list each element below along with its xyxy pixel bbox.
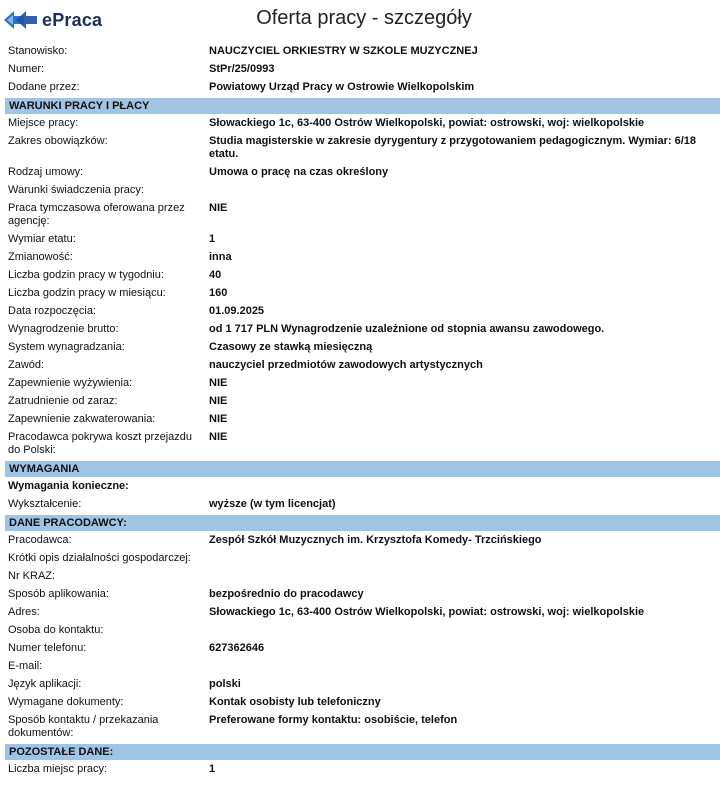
detail-value: wyższe (w tym licencjat) — [209, 498, 336, 510]
detail-value: NIE — [209, 395, 228, 407]
detail-value: Kontak osobisty lub telefoniczny — [209, 696, 381, 708]
detail-value: 1 — [209, 763, 216, 775]
detail-value: od 1 717 PLN Wynagrodzenie uzależnione od stopnia awansu zawodowego. — [209, 323, 605, 335]
detail-label: Osoba do kontaktu: — [8, 624, 104, 636]
detail-label: Wymagane dokumenty: — [8, 696, 124, 708]
detail-row-wyzywienie — [5, 374, 720, 392]
detail-value: NIE — [209, 202, 228, 214]
detail-row-praca-tymczasowa — [5, 199, 720, 230]
subheading-label: Wymagania konieczne: — [8, 480, 129, 492]
detail-label: Data rozpoczęcia: — [8, 305, 97, 317]
detail-label: Sposób aplikowania: — [8, 588, 109, 600]
detail-label: Zatrudnienie od zaraz: — [8, 395, 118, 407]
detail-label: Liczba miejsc pracy: — [8, 763, 108, 775]
detail-value: 40 — [209, 269, 222, 281]
detail-row-nr-kraz — [5, 567, 720, 585]
detail-label: Liczba godzin pracy w miesiącu: — [8, 287, 166, 299]
detail-value: Preferowane formy kontaktu: osobiście, telefon — [209, 714, 458, 726]
detail-row-dodane-przez — [5, 78, 720, 96]
detail-label: Zmianowość: — [8, 251, 73, 263]
detail-value: NIE — [209, 431, 228, 443]
detail-row-osoba-kontakt — [5, 621, 720, 639]
detail-row-sposob-aplikowania — [5, 585, 720, 603]
detail-row-opis-dzialalnosci — [5, 549, 720, 567]
detail-row-adres — [5, 603, 720, 621]
detail-row-system-wynagradzania — [5, 338, 720, 356]
detail-row-warunki-swiadczenia — [5, 181, 720, 199]
detail-row-zmianowosc — [5, 248, 720, 266]
detail-row-sposob-kontaktu — [5, 711, 720, 742]
requirements-subheading — [5, 477, 720, 495]
detail-row-jezyk-aplikacji — [5, 675, 720, 693]
detail-label: Zapewnienie zakwaterowania: — [8, 413, 156, 425]
detail-label: Miejsce pracy: — [8, 117, 79, 129]
detail-label: Zakres obowiązków: — [8, 135, 108, 147]
page-header — [0, 0, 722, 40]
detail-row-zatrudnienie-od-zaraz — [5, 392, 720, 410]
detail-row-email — [5, 657, 720, 675]
detail-row-data-rozpoczecia — [5, 302, 720, 320]
section-header-wymagania: WYMAGANIA — [5, 461, 720, 477]
detail-label: Zapewnienie wyżywienia: — [8, 377, 133, 389]
detail-value: Czasowy ze stawką miesięczną — [209, 341, 373, 353]
detail-row-godziny-miesiac — [5, 284, 720, 302]
detail-label: Wykształcenie: — [8, 498, 82, 510]
detail-label: Adres: — [8, 606, 40, 618]
detail-value: Słowackiego 1c, 63-400 Ostrów Wielkopolski, powiat: ostrowski, woj: wielkopolskie — [209, 606, 645, 618]
detail-row-pracodawca — [5, 531, 720, 549]
section-header-warunki: WARUNKI PRACY I PŁACY — [5, 98, 720, 114]
detail-label: E-mail: — [8, 660, 43, 672]
detail-label: Nr KRAZ: — [8, 570, 56, 582]
detail-label: Dodane przez: — [8, 81, 80, 93]
detail-row-zakres-obowiazkow — [5, 132, 720, 163]
detail-value: Studia magisterskie w zakresie dyrygentury z przygotowaniem pedagogicznym. Wymiar: 6/18 etatu. — [209, 135, 697, 160]
detail-value: Słowackiego 1c, 63-400 Ostrów Wielkopolski, powiat: ostrowski, woj: wielkopolskie — [209, 117, 645, 129]
detail-value: Umowa o pracę na czas określony — [209, 166, 389, 178]
detail-row-telefon — [5, 639, 720, 657]
detail-label: Sposób kontaktu / przekazania dokumentów: — [8, 714, 159, 739]
detail-label: Stanowisko: — [8, 45, 68, 57]
detail-label: Rodzaj umowy: — [8, 166, 84, 178]
detail-value: 160 — [209, 287, 228, 299]
section-header-pracodawca: DANE PRACODAWCY: — [5, 515, 720, 531]
detail-label: Język aplikacji: — [8, 678, 82, 690]
logo-text: ePraca — [42, 9, 103, 30]
detail-value: NIE — [209, 377, 228, 389]
detail-label: Numer telefonu: — [8, 642, 87, 654]
detail-row-miejsce-pracy — [5, 114, 720, 132]
detail-value: polski — [209, 678, 241, 690]
detail-row-wymiar-etatu — [5, 230, 720, 248]
detail-label: Wynagrodzenie brutto: — [8, 323, 119, 335]
detail-value: Powiatowy Urząd Pracy w Ostrowie Wielkopolskim — [209, 81, 475, 93]
detail-value: inna — [209, 251, 232, 263]
detail-label: Numer: — [8, 63, 45, 75]
detail-row-zawod — [5, 356, 720, 374]
detail-row-liczba-miejsc — [5, 760, 720, 778]
section-header-pozostale: POZOSTAŁE DANE: — [5, 744, 720, 760]
detail-label: Wymiar etatu: — [8, 233, 76, 245]
detail-row-stanowisko — [5, 42, 720, 60]
detail-label: Pracodawca pokrywa koszt przejazdu do Polski: — [8, 431, 193, 456]
detail-label: Zawód: — [8, 359, 45, 371]
detail-row-zakwaterowanie — [5, 410, 720, 428]
detail-label: System wynagradzania: — [8, 341, 125, 353]
detail-row-wynagrodzenie — [5, 320, 720, 338]
detail-row-numer — [5, 60, 720, 78]
detail-value: NIE — [209, 413, 228, 425]
detail-value: Zespół Szkół Muzycznych im. Krzysztofa Komedy- Trzcińskiego — [209, 534, 542, 546]
page-title: Oferta pracy - szczegóły — [256, 7, 472, 29]
detail-row-koszt-przejazdu — [5, 428, 720, 459]
detail-value: 627362646 — [209, 642, 265, 654]
offer-details — [5, 42, 720, 778]
detail-row-godziny-tydzien — [5, 266, 720, 284]
detail-value: StPr/25/0993 — [209, 63, 275, 75]
detail-label: Praca tymczasowa oferowana przez agencję: — [8, 202, 185, 227]
detail-row-wymagane-dokumenty — [5, 693, 720, 711]
detail-value: nauczyciel przedmiotów zawodowych artystycznych — [209, 359, 483, 371]
detail-label: Pracodawca: — [8, 534, 72, 546]
detail-row-rodzaj-umowy — [5, 163, 720, 181]
detail-label: Krótki opis działalności gospodarczej: — [8, 552, 191, 564]
detail-value: bezpośrednio do pracodawcy — [209, 588, 364, 600]
detail-label: Warunki świadczenia pracy: — [8, 184, 144, 196]
detail-row-wyksztalcenie — [5, 495, 720, 513]
detail-value: 01.09.2025 — [209, 305, 265, 317]
detail-value: 1 — [209, 233, 216, 245]
detail-value: NAUCZYCIEL ORKIESTRY W SZKOLE MUZYCZNEJ — [209, 45, 478, 57]
detail-label: Liczba godzin pracy w tygodniu: — [8, 269, 164, 281]
